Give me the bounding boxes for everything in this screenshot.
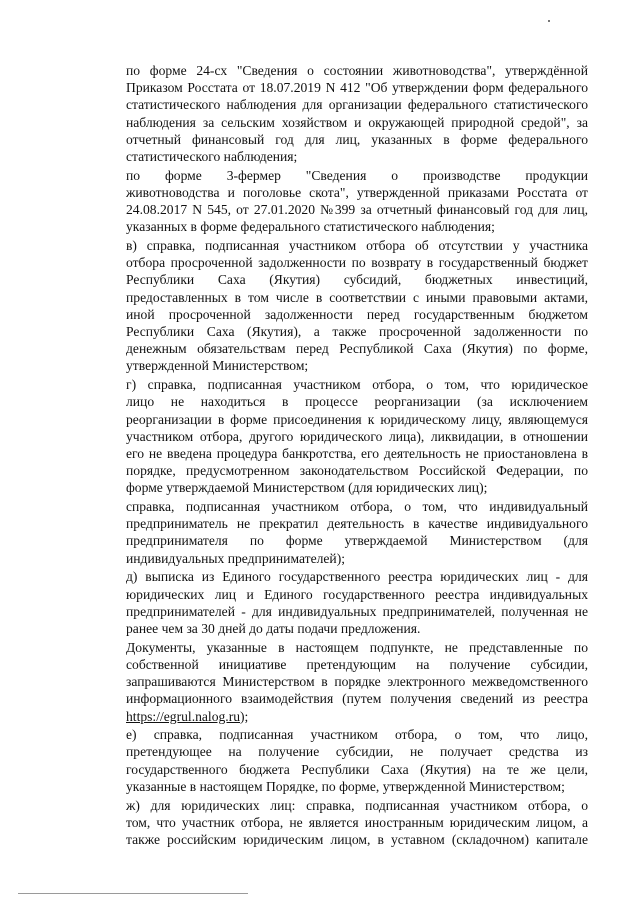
paragraph-p5 (96, 498, 588, 567)
text-line: его не введена процедура банкротства, его деятельность не приостановлена в (126, 445, 588, 461)
text-line: отчетный финансовый год для лиц, указанных в форме федерального (126, 131, 588, 147)
text-line: по форме 3-фермер "Сведения о производстве продукции (126, 167, 588, 183)
paragraph-p3 (96, 237, 588, 375)
text-line: денежным обязательствам перед Республикой Саха (Якутия) по форме, (126, 341, 588, 357)
text-line: по форме 24-сх "Сведения о состоянии животноводства", утверждённой (126, 63, 588, 78)
text-line: г) справка, подписанная участником отбора, о том, что юридическое (126, 377, 588, 393)
text-line: индивидуальных предпринимателей); (126, 550, 346, 566)
text-line: указанные в настоящем Порядке, по форме, утвержденной Министерством; (126, 778, 565, 794)
text-line: статистического наблюдения; (126, 149, 298, 165)
text-line: Документы, указанные в настоящем подпункте, не представленные по (126, 639, 588, 655)
text-line: предприниматель не прекратил деятельность в качестве индивидуального (126, 516, 588, 532)
scan-artifact (548, 20, 550, 22)
paragraph-p6 (96, 568, 588, 637)
egrul-link[interactable]: https://egrul.nalog.ru (126, 708, 241, 724)
text-line: д) выписка из Единого государственного реестра юридических лиц - для (126, 569, 588, 585)
text-line: животноводства и поголовье скота", утвержденной приказами Росстата от (126, 184, 588, 200)
text-line: лицо не находиться в процессе реорганизации (за исключением (126, 394, 588, 410)
text-line: утвержденной Министерством; (126, 358, 309, 374)
paragraph-p8 (96, 726, 588, 795)
text-line: статистического наблюдения для организации федерального статистического (126, 97, 588, 113)
text-line: 24.08.2017 N 545, от 27.01.2020 №399 за отчетный финансовый год для лиц, (126, 202, 588, 218)
text-line: наблюдения за сельским хозяйством и окружающей природной средой", за (126, 114, 588, 130)
text-line: также российским юридическим лицом, в уставном (складочном) капитале (126, 831, 588, 847)
text-line: собственной инициативе претендующим на получение субсидии, (126, 656, 588, 672)
text-line: отбора просроченной задолженности по возврату в государственный бюджет (126, 255, 588, 271)
paragraph-p9 (96, 797, 588, 849)
text-line: государственного бюджета Республики Саха (Якутия) на те же цели, (126, 761, 588, 777)
text-line (96, 708, 588, 725)
text-line: том, что участник отбора, не является иностранным юридическим лицом, а (126, 814, 588, 830)
text-line: форме утверждаемой Министерством (для юридических лиц); (126, 480, 488, 496)
text-line: иной просроченной задолженности перед государственным бюджетом (126, 306, 588, 322)
text-line: запрашиваются Министерством в порядке электронного межведомственного (126, 674, 588, 690)
text-line: информационного взаимодействия (путем получения сведений из реестра (126, 691, 588, 707)
paragraph-p7 (96, 639, 588, 725)
text-line: справка, подписанная участником отбора, о том, что индивидуальный (126, 499, 588, 515)
paragraph-p4 (96, 376, 588, 496)
text-line: в) справка, подписанная участником отбора об отсутствии у участника (126, 238, 588, 254)
paragraph-p1 (96, 62, 588, 165)
link-suffix: ); (240, 708, 249, 724)
text-line: участником отбора, другого юридического лица), ликвидации, в отношении (126, 428, 588, 444)
footer-rule (18, 893, 248, 894)
text-line: е) справка, подписанная участником отбора, о том, что лицо, (126, 727, 588, 743)
text-line: Республики Саха (Якутия) субсидий, бюджетных инвестиций, (126, 272, 588, 288)
text-line: Республики Саха (Якутия), а также просроченной задолженности по (126, 324, 588, 340)
text-line: предпринимателя по форме утверждаемой Министерством (для (126, 533, 588, 549)
text-line: Приказом Росстата от 18.07.2019 N 412 "Об утверждении форм федерального (126, 80, 588, 96)
text-line: реорганизации в форме присоединения к юридическому лицу, являющемуся (126, 411, 588, 427)
text-line: ранее чем за 30 дней до даты подачи предложения. (126, 621, 421, 636)
text-line: предоставленных в том числе в соответствии с иными правовыми актами, (126, 289, 588, 305)
paragraph-p2 (96, 167, 588, 236)
text-line: указанных в форме федерального статистического наблюдения; (126, 219, 495, 235)
text-line: предпринимателей - для индивидуальных предпринимателей, полученная не (126, 603, 588, 619)
text-line: претендующее на получение субсидии, не получает средства из (126, 744, 588, 760)
text-line: ж) для юридических лиц: справка, подписанная участником отбора, о (126, 797, 588, 813)
document-body (96, 62, 588, 850)
text-line: порядке, предусмотренном законодательством Российской Федерации, по (126, 463, 588, 479)
text-line: юридических лиц и Единого государственного реестра индивидуальных (126, 586, 588, 602)
